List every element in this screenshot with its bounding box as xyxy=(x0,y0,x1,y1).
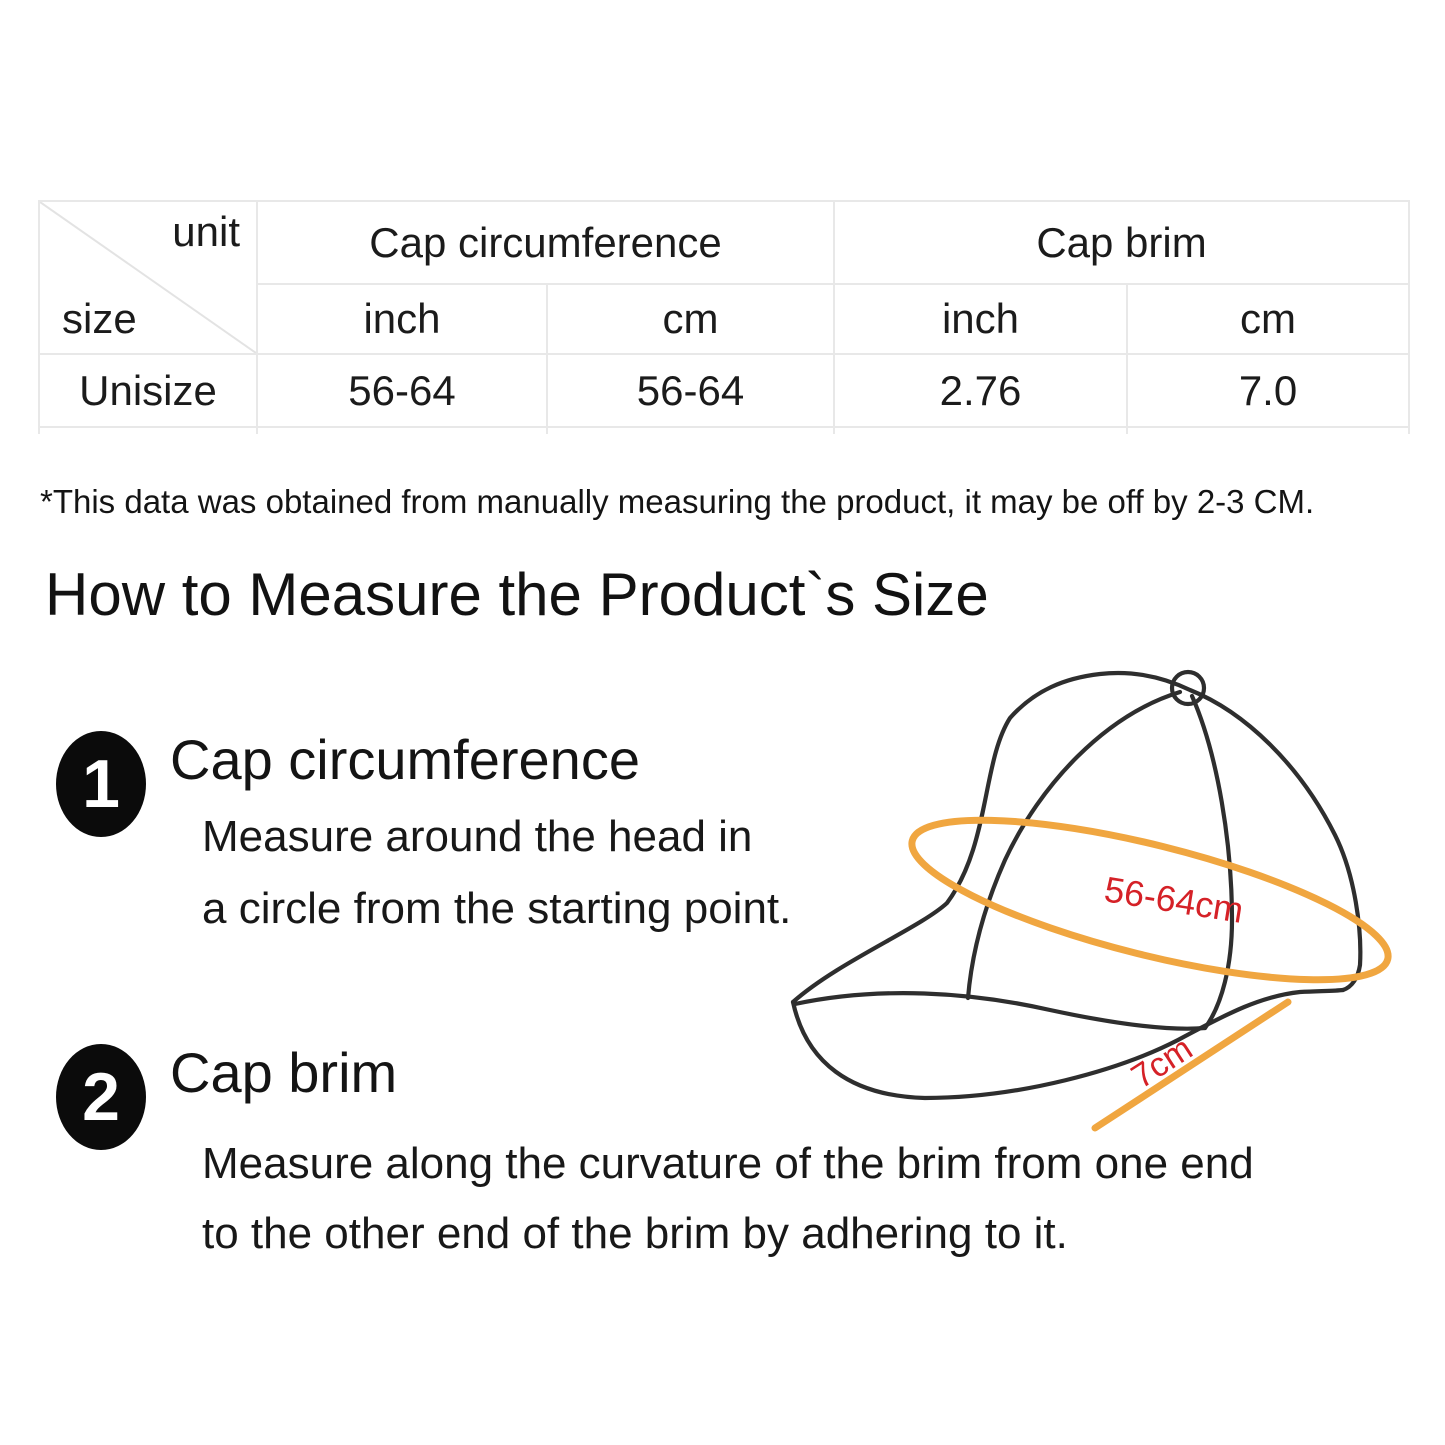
table-corner-cell xyxy=(39,201,257,354)
cap-crown-outline xyxy=(793,673,1360,1002)
step-2-text-line-2: to the other end of the brim by adhering to it. xyxy=(202,1209,1068,1258)
value-brim-cm: 7.0 xyxy=(1127,354,1409,427)
table-row xyxy=(39,354,1409,427)
cap-top-button xyxy=(1172,672,1204,704)
step-1-text-line-1: Measure around the head in xyxy=(202,812,753,861)
size-table xyxy=(38,200,1410,434)
step-2-title: Cap brim xyxy=(170,1041,398,1104)
circumference-measure-label: 56-64cm xyxy=(1101,868,1247,931)
measurement-disclaimer: *This data was obtained from manually measuring the product, it may be off by 2-3 CM. xyxy=(40,483,1315,520)
value-brim-inch: 2.76 xyxy=(834,354,1127,427)
row-size-label: Unisize xyxy=(39,354,257,427)
circumference-tape-ellipse xyxy=(899,787,1401,1012)
corner-size-label: size xyxy=(62,295,137,342)
col-group-cap-brim: Cap brim xyxy=(834,201,1409,284)
value-circumference-cm: 56-64 xyxy=(547,354,834,427)
corner-unit-label: unit xyxy=(172,208,240,255)
step-2-text-line-1: Measure along the curvature of the brim from one end xyxy=(202,1139,1254,1188)
page-title: How to Measure the Product`s Size xyxy=(45,561,989,628)
step-1-title: Cap circumference xyxy=(170,728,640,791)
cap-brim-top-edge xyxy=(795,993,1205,1029)
cap-seam-right xyxy=(1192,696,1232,1028)
subheader-cm-2: cm xyxy=(1127,284,1409,354)
subheader-cm-1: cm xyxy=(547,284,834,354)
step-1-text-line-2: a circle from the starting point. xyxy=(202,884,792,933)
step-2-badge: 2 xyxy=(56,1044,146,1150)
cap-seam-left xyxy=(968,692,1180,998)
value-circumference-inch: 56-64 xyxy=(257,354,547,427)
brim-measure-line xyxy=(1095,1002,1288,1128)
step-1-badge: 1 xyxy=(56,731,146,837)
subheader-inch-2: inch xyxy=(834,284,1127,354)
brim-measure-label: 7cm xyxy=(1124,1029,1200,1097)
cap-brim-outline xyxy=(793,990,1343,1098)
col-group-cap-circumference: Cap circumference xyxy=(257,201,834,284)
subheader-inch-1: inch xyxy=(257,284,547,354)
table-cropped-row xyxy=(39,427,1409,434)
